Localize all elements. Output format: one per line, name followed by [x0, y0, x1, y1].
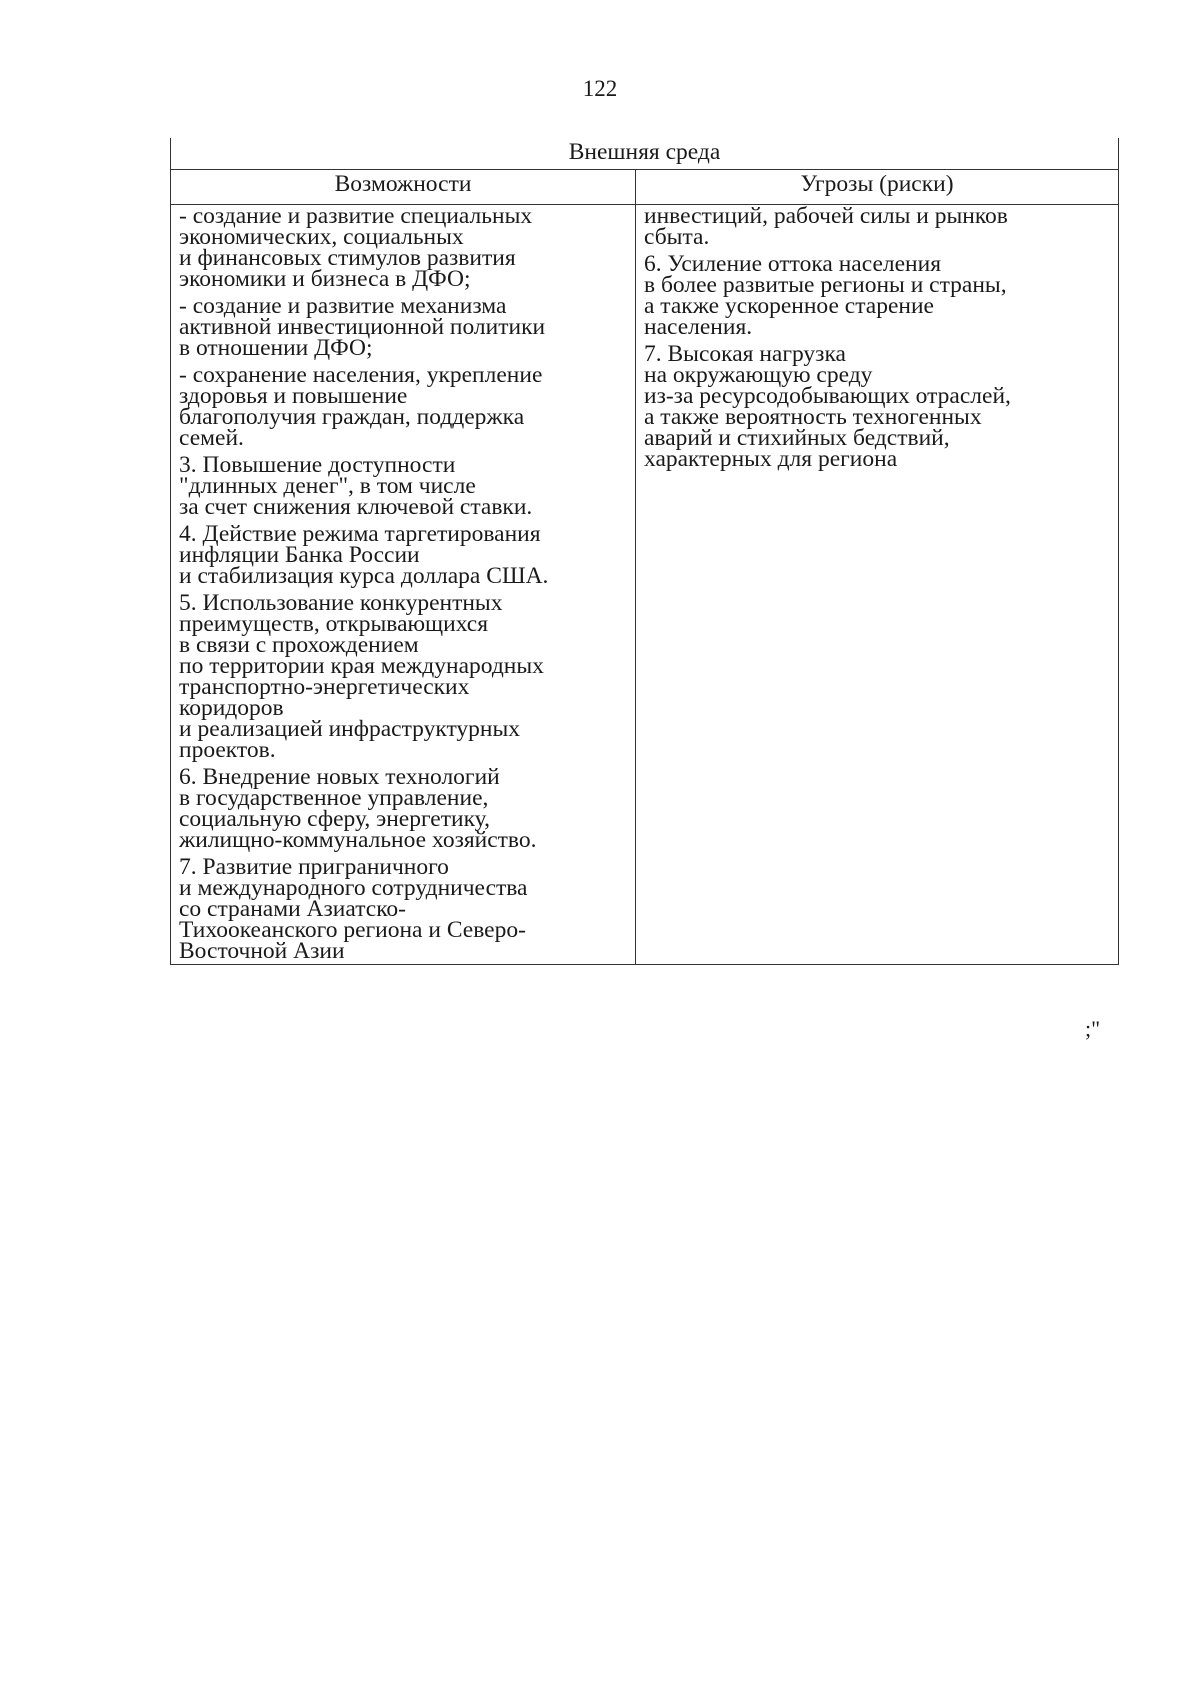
opportunity-item-line: здоровья и повышение: [179, 383, 408, 409]
threat-item-line: сбыта.: [644, 224, 710, 250]
threat-item-line: в более развитые регионы и страны,: [644, 272, 1007, 298]
opportunity-item-line: жилищно-коммунальное хозяйство.: [179, 827, 537, 853]
opportunity-item-line: коридоров: [179, 695, 284, 721]
opportunity-item-line: за счет снижения ключевой ставки.: [179, 494, 533, 520]
opportunity-item: [179, 362, 629, 451]
opportunity-item-line: 4. Действие режима таргетирования: [179, 521, 541, 547]
opportunity-item: [179, 854, 629, 964]
threat-item-line: аварий и стихийных бедствий,: [644, 425, 950, 451]
threat-item-line: 7. Высокая нагрузка: [644, 341, 846, 367]
threat-item-line: населения.: [644, 314, 753, 340]
opportunity-item-line: "длинных денег", в том числе: [179, 473, 476, 499]
threat-item-line: на окружающую среду: [644, 362, 873, 388]
page-number: 122: [582, 76, 618, 101]
opportunity-item-line: проектов.: [179, 737, 276, 763]
threat-item-line: из-за ресурсодобывающих отраслей,: [644, 383, 1011, 409]
opportunity-item: [179, 764, 629, 853]
threats-header: Угрозы (риски): [636, 170, 1119, 205]
opportunity-item-line: экономики и бизнеса в ДФО;: [179, 266, 471, 292]
opportunity-item-line: и финансовых стимулов развития: [179, 245, 516, 271]
threat-item: [644, 203, 1112, 250]
opportunity-item-line: благополучия граждан, поддержка: [179, 404, 525, 430]
opportunity-item: [179, 293, 629, 361]
opportunity-item: [179, 452, 629, 520]
opportunity-item-line: 6. Внедрение новых технологий: [179, 764, 500, 790]
threat-item-line: 6. Усиление оттока населения: [644, 251, 941, 277]
opportunity-item-line: инфляции Банка России: [179, 542, 420, 568]
threat-item: [644, 251, 1112, 340]
opportunity-item-line: активной инвестиционной политики: [179, 314, 546, 340]
opportunity-item-line: по территории края международных: [179, 653, 544, 679]
threats-cell: [636, 205, 1119, 965]
opportunity-item: [179, 590, 629, 763]
table-title: Внешняя среда: [171, 138, 1119, 170]
opportunity-item-line: социальную сферу, энергетику,: [179, 806, 490, 832]
opportunity-item-line: экономических, социальных: [179, 224, 464, 250]
opportunity-item-line: транспортно-энергетических: [179, 674, 470, 700]
opportunity-item-line: - создание и развитие механизма: [179, 293, 507, 319]
closing-quote-mark: ;": [1085, 1016, 1101, 1041]
opportunity-item-line: семей.: [179, 425, 244, 451]
opportunities-header: Возможности: [171, 170, 636, 205]
opportunity-item-line: со странами Азиатско-: [179, 896, 406, 922]
opportunity-item-line: и международного сотрудничества: [179, 875, 528, 901]
opportunities-list: [179, 203, 629, 964]
opportunity-item: [179, 521, 629, 589]
opportunity-item-line: в связи с прохождением: [179, 632, 419, 658]
opportunity-item-line: 7. Развитие приграничного: [179, 854, 449, 880]
opportunity-item-line: 5. Использование конкурентных: [179, 590, 503, 616]
threat-item-line: инвестиций, рабочей силы и рынков: [644, 203, 1008, 229]
threat-item-line: а также вероятность техногенных: [644, 404, 982, 430]
threat-item-line: характерных для региона: [644, 446, 898, 472]
opportunity-item-line: в отношении ДФО;: [179, 335, 373, 361]
opportunity-item-line: - создание и развитие специальных: [179, 203, 533, 229]
opportunity-item: [179, 203, 629, 292]
opportunity-item-line: в государственное управление,: [179, 785, 489, 811]
opportunity-item-line: преимуществ, открывающихся: [179, 611, 489, 637]
opportunity-item-line: Тихоокеанского региона и Северо-: [179, 917, 526, 943]
opportunity-item-line: и стабилизация курса доллара США.: [179, 563, 549, 589]
opportunity-item-line: - сохранение населения, укрепление: [179, 362, 543, 388]
opportunity-item-line: и реализацией инфраструктурных: [179, 716, 521, 742]
opportunities-cell: [171, 205, 636, 965]
threats-list: [644, 203, 1112, 472]
threat-item-line: а также ускоренное старение: [644, 293, 934, 319]
threat-item: [644, 341, 1112, 472]
opportunity-item-line: 3. Повышение доступности: [179, 452, 456, 478]
opportunity-item-line: Восточной Азии: [179, 938, 345, 964]
external-environment-table: [170, 138, 1119, 965]
